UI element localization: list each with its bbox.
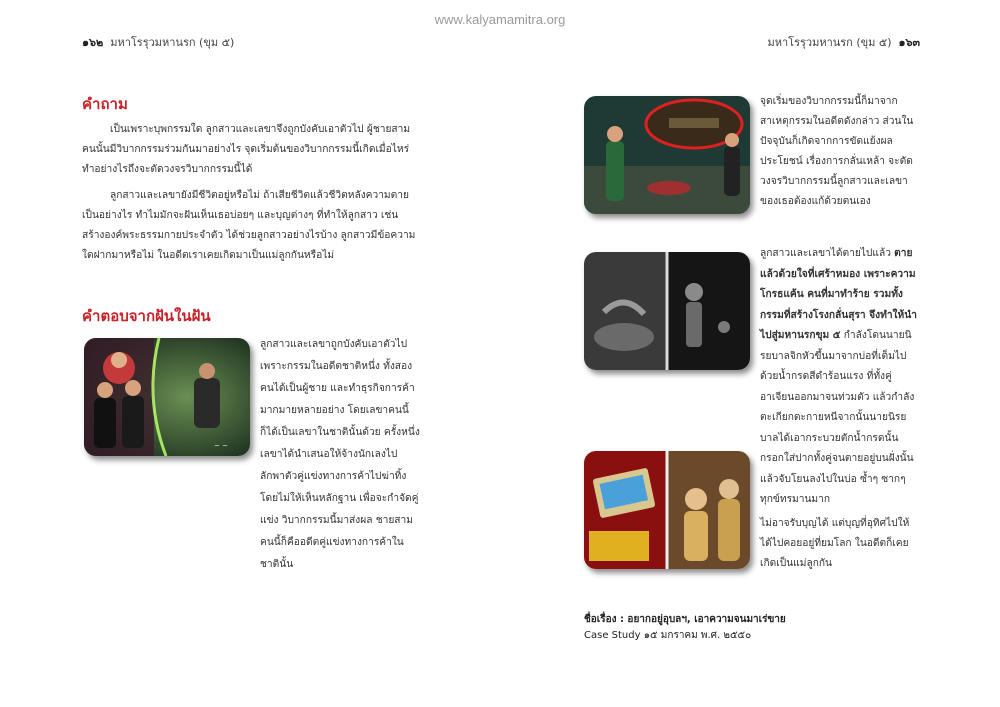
header-title-left: มหาโรรุวมหานรก (ขุม ๕) [110, 36, 235, 49]
svg-text:~ ~: ~ ~ [214, 442, 228, 450]
header-title-right: มหาโรรุวมหานรก (ขุม ๕) [767, 36, 892, 49]
page-number-left: ๑๖๒ [82, 36, 104, 49]
answer-paragraph: ลูกสาวและเลขาถูกบังคับเอาตัวไปเพราะกรรมในอดีตชาติหนึ่ง ทั้งสองคนได้เป็นผู้ชาย และทำธุรกิจการค้ามากมายหลายอย่าง โดยเลขาคนนี้ก็ได้เป็นเลขาในชาตินั้นด้วย ครั้งหนึ่งเลขาได้นำเสนอให้จ้างนักเลงไปลักพาตัวคู่แข่งทางการค้าไปฆ่าทิ้ง โดยไม่ให้เห็นหลักฐาน เพื่อจะกำจัดคู่แข่ง วิบากกรรมนี้มาส่งผล ชายสามคนนี้ก็คืออดีตคู่แข่งทางการค้าในชาตินั้น [260, 339, 420, 570]
illustration-merit-dedication [584, 451, 750, 569]
right-text-2-rest: กำลังโดนนายนิรยบาลจิกหัวขึ้นมาจากบ่อที่เต็มไปด้วยน้ำกรดสีดำร้อนแรง ที่ทั้งคู่อาเจียนออกมาจนท่วมตัว แล้วกำลังตะเกียกตะกายหนีจากนั้นนายนิรยบาลได้เอากระบวยตักน้ำกรดนั้นกรอกใส่ปากทั้งคู่จนตายอยู่บนฝั่งนั้น แล้วจับโยนลงไปในบ่อ ซ้ำๆ ซากๆ ทุกข์ทรมานมาก [760, 330, 915, 505]
right-text-2-bold: ตายแล้วด้วยใจที่เศร้าหมอง เพราะความโกรธแค้น คนที่มาทำร้าย รวมทั้งกรรมที่สร้างโรงกลั่นสุรา จึงทำให้นำไปสู่มหานรกขุม ๕ [760, 248, 917, 341]
illustration-hell-punishment [584, 252, 750, 370]
site-url: www.kalyamamitra.org [434, 12, 566, 27]
header-left [82, 33, 234, 51]
question-paragraph-1: เป็นเพราะบุพกรรมใด ลูกสาวและเลขาจึงถูกบังคับเอาตัวไป ผู้ชายสามคนนั้นมีวิบากกรรมร่วมกันมาอย่างไร จุดเริ่มต้นของวิบากกรรมนี้เกิดเมื่อไหร่ ทำอย่างไรถึงจะตัดวงจรวิบากกรรมนี้ได้ [82, 124, 411, 175]
footer-citation [584, 612, 786, 644]
question-paragraph-2: ลูกสาวและเลขายังมีชีวิตอยู่หรือไม่ ถ้าเสียชีวิตแล้วชีวิตหลังความตายเป็นอย่างไร ทำไมมักจะฝันเห็นเธอบ่อยๆ และบุญต่างๆ ที่ทำให้ลูกสาว เช่น สร้างองค์พระธรรมกายประจำตัว ได้ช่วยลูกสาวอย่างไรบ้าง ลูกสาวมีข้อความใดฝากมาหรือไม่ ในอดีตเราเคยเกิดมาเป็นแม่ลูกกันหรือไม่ [82, 190, 416, 261]
right-text-3: ไม่อาจรับบุญได้ แต่บุญที่อุทิศไปให้ ได้ไปคอยอยู่ที่ยมโลก ในอดีตก็เคยเกิดเป็นแม่ลูกกัน [760, 518, 910, 569]
right-text-2-lead: ลูกสาวและเลขาได้ตายไปแล้ว [760, 248, 895, 259]
question-heading: คำถาม [82, 95, 128, 113]
illustration-past-life-trade [84, 338, 250, 456]
header-right [767, 33, 920, 51]
right-text-1: จุดเริ่มของวิบากกรรมนี้ก็มาจากสาเหตุกรรมในอดีตดังกล่าว ส่วนในปัจจุบันก็เกิดจากการขัดแย้งผลประโยชน์ เรื่องการกลั่นเหล้า จะตัดวงจรวิบากกรรมนี้ลูกสาวและเลขาของเธอต้องแก้ด้วยตนเอง [760, 96, 914, 207]
footer-case-study: Case Study ๑๕ มกราคม พ.ศ. ๒๕๕๐ [584, 630, 752, 641]
footer-story-title: ชื่อเรื่อง : อยากอยู่อุบลฯ, เอาความจนมาเร่ขาย [584, 614, 786, 625]
illustration-cause [584, 96, 750, 214]
right-text-2 [760, 244, 920, 511]
answer-heading: คำตอบจากฝันในฝัน [82, 307, 211, 325]
page-number-right: ๑๖๓ [898, 36, 920, 49]
